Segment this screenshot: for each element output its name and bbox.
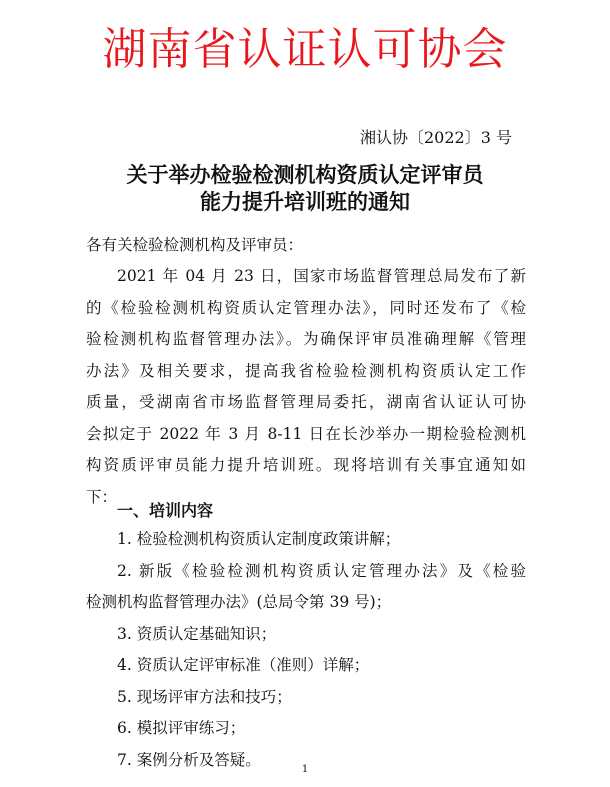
paragraph-line: 办法》及相关要求，提高我省检验检测机构资质认定工作 bbox=[86, 361, 526, 380]
salutation: 各有关检验检测机构及评审员： bbox=[86, 236, 304, 254]
paragraph-line: 会拟定于 2022 年 3 月 8-11 日在长沙举办一期检验检测机 bbox=[86, 424, 526, 443]
paragraph-line: 质量，受湖南省市场监督管理局委托，湖南省认证认可协 bbox=[86, 393, 526, 411]
list-item: 2. 新版《检验检测机构资质认定管理办法》及《检验 bbox=[117, 561, 526, 580]
page-number: 1 bbox=[301, 764, 309, 775]
paragraph-line: 的《检验检测机构资质认定管理办法》，同时还发布了《检 bbox=[86, 298, 526, 317]
section-heading-training-content: 一、培训内容 bbox=[117, 501, 214, 520]
paragraph-line: 2021 年 04 月 23 日，国家市场监督管理总局发布了新 bbox=[117, 267, 526, 285]
paragraph-line: 验检测机构监督管理办法》。为确保评审员准确理解《管理 bbox=[86, 330, 526, 348]
intro-paragraph bbox=[86, 261, 526, 513]
list-item: 3. 资质认定基础知识； bbox=[117, 624, 277, 643]
notice-title bbox=[0, 162, 610, 216]
list-item: 1. 检验检测机构资质认定制度政策讲解； bbox=[117, 530, 401, 548]
list-item: 4. 资质认定评审标准（准则）详解； bbox=[117, 656, 370, 674]
document-number: 湘认协〔2022〕3 号 bbox=[360, 128, 512, 147]
list-item: 5. 现场评审方法和技巧； bbox=[117, 687, 292, 706]
list-item-continuation: 检测机构监督管理办法》(总局令第 39 号)； bbox=[86, 593, 392, 611]
notice-title-line-2: 能力提升培训班的通知 bbox=[200, 190, 410, 214]
training-content-list bbox=[86, 524, 526, 776]
paragraph-line: 下： bbox=[86, 487, 118, 506]
list-item: 6. 模拟评审练习； bbox=[117, 719, 246, 737]
organization-header: 湖南省认证认可协会 bbox=[102, 24, 508, 75]
paragraph-line: 构资质评审员能力提升培训班。现将培训有关事宜通知如 bbox=[86, 456, 526, 474]
notice-title-line-1: 关于举办检验检测机构资质认定评审员 bbox=[126, 163, 484, 187]
list-item: 7. 案例分析及答疑。 bbox=[117, 750, 261, 769]
